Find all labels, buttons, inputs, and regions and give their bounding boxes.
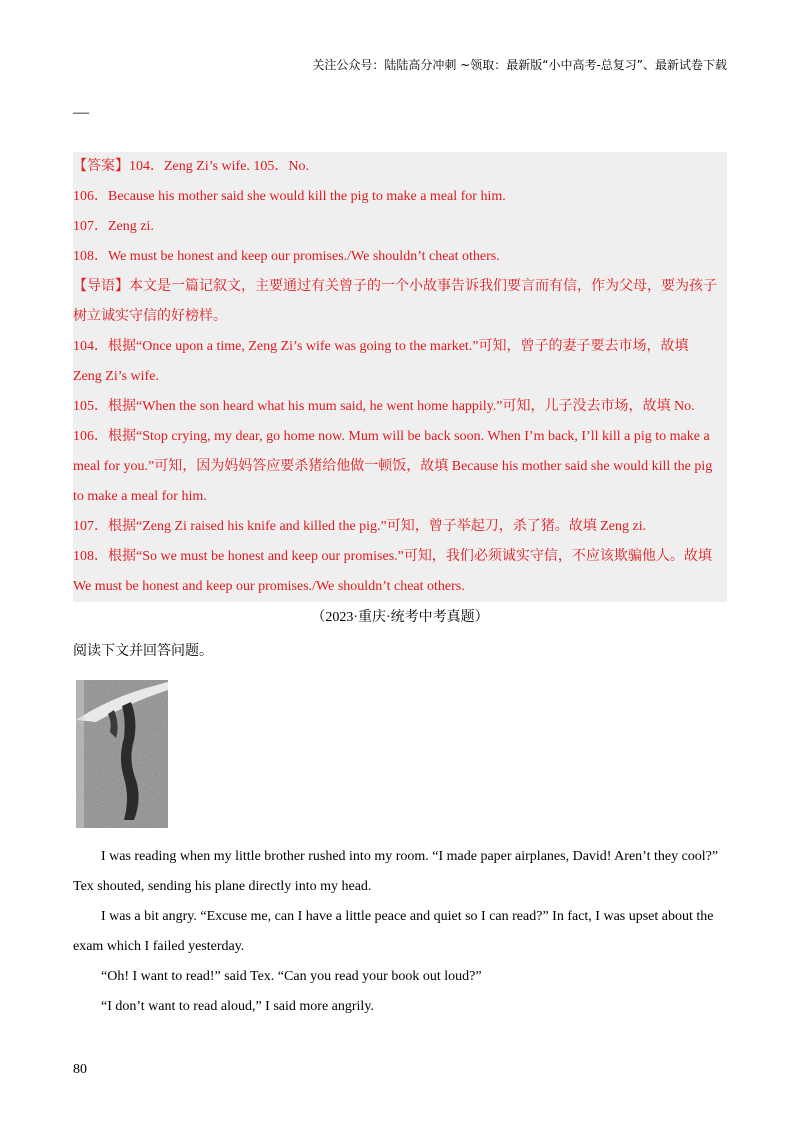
answer-line: 【答案】104．Zeng Zi’s wife. 105．No.: [73, 159, 310, 174]
answer-line: to make a meal for him.: [73, 489, 207, 504]
answer-block: [73, 152, 727, 602]
page-header: 关注公众号：陆陆高分冲刺 ~领取：最新版“小中高考-总复习”、最新试卷下载: [312, 58, 727, 72]
story-line: exam which I failed yesterday.: [73, 939, 245, 954]
answer-line: meal for you.”可知，因为妈妈答应要杀猪给他做一顿饭，故填 Because his mother said she would kill the pig: [73, 459, 713, 474]
section-dash: —: [73, 104, 89, 121]
answer-line: 107．Zeng zi.: [73, 219, 154, 234]
answer-line: 107．根据“Zeng Zi raised his knife and killed the pig.”可知，曾子举起刀，杀了猪。故填 Zeng zi.: [73, 519, 647, 534]
story-line: “Oh! I want to read!” said Tex. “Can you read your book out loud?”: [101, 969, 482, 984]
answer-line: 【导语】本文是一篇记叙文，主要通过有关曾子的一个小故事告诉我们要言而有信，作为父母，要为孩子: [73, 279, 717, 294]
story-line: I was reading when my little brother rushed into my room. “I made paper airplanes, David! Aren’t they cool?”: [101, 849, 719, 864]
answer-line: 108．根据“So we must be honest and keep our promises.”可知，我们必须诚实守信，不应该欺骗他人。故填: [73, 549, 712, 564]
answer-line: We must be honest and keep our promises./We shouldn’t cheat others.: [73, 579, 465, 594]
story-line: “I don’t want to read aloud,” I said more angrily.: [101, 999, 374, 1014]
question-source: （2023·重庆·统考中考真题）: [311, 610, 489, 625]
answer-line: 108．We must be honest and keep our promises./We shouldn’t cheat others.: [73, 249, 500, 264]
answer-line: 树立诚实守信的好榜样。: [73, 309, 227, 324]
story-line: Tex shouted, sending his plane directly into my head.: [73, 879, 372, 894]
story-illustration: [76, 680, 168, 828]
answer-line: 106．Because his mother said she would kill the pig to make a meal for him.: [73, 189, 506, 204]
story-line: I was a bit angry. “Excuse me, can I have a little peace and quiet so I can read?” In fact, I was upset about the: [101, 909, 714, 924]
page-number: 80: [73, 1062, 87, 1077]
answer-line: 106．根据“Stop crying, my dear, go home now. Mum will be back soon. When I’m back, I’ll kill a pig to make a: [73, 429, 710, 444]
answer-line: 105．根据“When the son heard what his mum said, he went home happily.”可知，儿子没去市场，故填 No.: [73, 399, 695, 414]
reading-instruction: 阅读下文并回答问题。: [73, 644, 213, 659]
answer-line: Zeng Zi’s wife.: [73, 369, 159, 384]
story-text: [73, 842, 727, 1022]
answer-line: 104．根据“Once upon a time, Zeng Zi’s wife was going to the market.”可知，曾子的妻子要去市场，故填: [73, 339, 689, 354]
